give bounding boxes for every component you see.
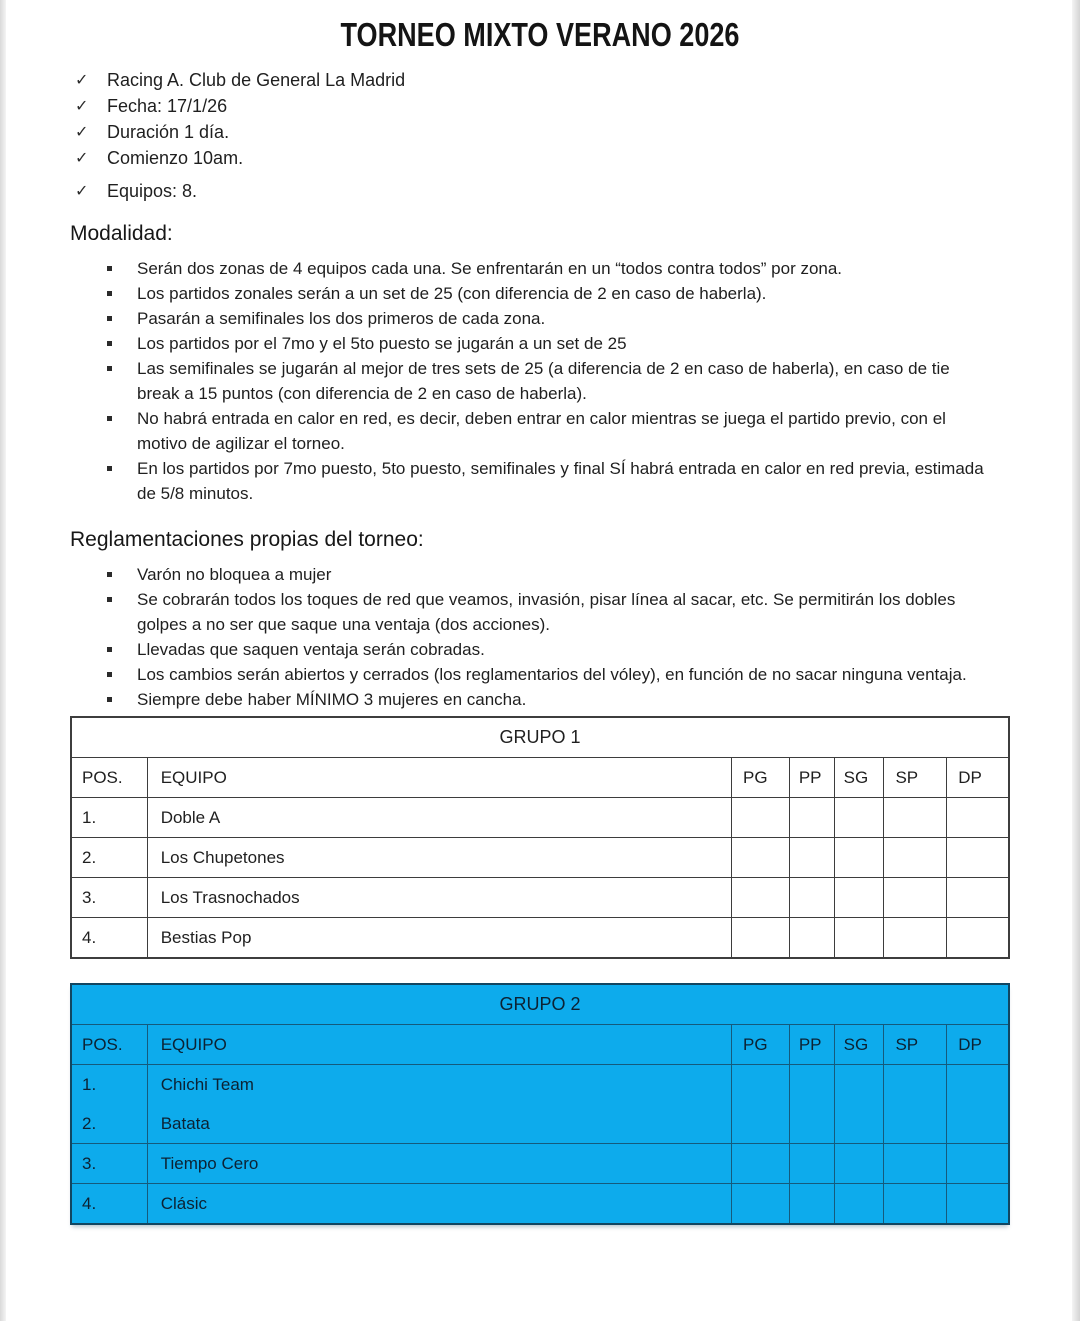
dp-cell [946,1065,1008,1104]
team-cell: Los Trasnochados [147,878,731,917]
sp-cell [883,798,946,837]
dp-cell [946,1104,1008,1143]
photo-edge-left [0,0,6,1321]
column-header: PP [789,1025,834,1064]
page-title: TORNEO MIXTO VERANO 2026 [340,16,740,53]
sg-cell [834,1144,884,1183]
bullet-text: Serán dos zonas de 4 equipos cada una. Se enfrentarán en un “todos contra todos” por zona. [137,259,843,278]
column-header: SP [883,1025,946,1064]
pp-cell [789,1144,834,1183]
column-header: EQUIPO [147,758,731,797]
check-icon: ✓ [75,72,89,89]
sg-cell [834,878,884,917]
bullet-text: En los partidos por 7mo puesto, 5to puesto, semifinales y final SÍ habrá entrada en calor en red previa, estimada de 5/8 minutos. [137,459,984,503]
pp-cell [789,798,834,837]
pp-cell [789,878,834,917]
sp-cell [883,1065,946,1104]
bullet-text: Las semifinales se jugarán al mejor de tres sets de 25 (a diferencia de 2 en caso de haberla), en caso de tie break a 15 puntos (con diferencia de 2 en caso de haberla). [137,359,950,403]
column-header: PP [789,758,834,797]
info-item-text: Fecha: 17/1/26 [107,96,228,116]
pos-cell: 4. [82,927,97,947]
check-icon: ✓ [75,150,89,167]
pp-cell [789,1065,834,1104]
dp-cell [946,838,1008,877]
column-header: SP [883,758,946,797]
bullet-text: Se cobrarán todos los toques de red que veamos, invasión, pisar línea al sacar, etc. Se permitirán los dobles golpes a no ser que saque una ventaja (dos acciones). [137,590,956,634]
list-item [70,637,1010,662]
bullet-text: Siempre debe haber MÍNIMO 3 mujeres en cancha. [137,690,527,709]
table-header-row [72,758,1008,798]
pg-cell [731,1144,789,1183]
table-row [72,1184,1008,1223]
team-cell: Tiempo Cero [147,1144,731,1183]
column-header: POS. [82,767,123,787]
sp-cell [883,838,946,877]
photo-edge-right [1072,0,1080,1321]
grupo1-table [70,716,1010,959]
pos-cell: 2. [82,847,97,867]
sg-cell [834,1184,884,1223]
info-item-text: Racing A. Club de General La Madrid [107,70,406,90]
info-item-text: Comienzo 10am. [107,148,244,168]
list-item [70,331,1010,356]
pos-cell: 3. [82,887,97,907]
list-item [70,406,1010,456]
dp-cell [946,1184,1008,1223]
table-row [72,1104,1008,1144]
sp-cell [883,1144,946,1183]
info-item [70,96,1010,117]
pg-cell [731,838,789,877]
check-icon: ✓ [75,183,89,200]
pos-cell: 1. [82,807,97,827]
pg-cell [731,1104,789,1143]
table-row [72,798,1008,838]
pp-cell [789,1184,834,1223]
pg-cell [731,878,789,917]
bullet-icon [107,572,112,577]
column-header: EQUIPO [147,1025,731,1064]
team-cell: Chichi Team [147,1065,731,1104]
pos-cell: 4. [82,1193,97,1213]
dp-cell [946,1144,1008,1183]
sp-cell [883,1184,946,1223]
section-heading-modalidad: Modalidad: [70,222,173,245]
bullet-text: No habrá entrada en calor en red, es decir, deben entrar en calor mientras se juega el partido previo, con el motivo de agilizar el torneo. [137,409,946,453]
bullet-icon [107,466,112,471]
column-header: PG [731,758,789,797]
bullet-text: Pasarán a semifinales los dos primeros de cada zona. [137,309,546,328]
bullet-icon [107,697,112,702]
table-header-row [72,1025,1008,1065]
pg-cell [731,1184,789,1223]
list-item [70,306,1010,331]
bullet-text: Los partidos por el 7mo y el 5to puesto se jugarán a un set de 25 [137,334,627,353]
column-header: DP [946,1025,1008,1064]
info-item [70,122,1010,143]
pos-cell: 2. [82,1113,97,1133]
info-item-text: Duración 1 día. [107,122,230,142]
list-item [70,587,1010,637]
team-cell: Bestias Pop [147,918,731,957]
team-cell: Doble A [147,798,731,837]
dp-cell [946,878,1008,917]
pp-cell [789,1104,834,1143]
check-icon: ✓ [75,124,89,141]
bullet-text: Los partidos zonales serán a un set de 25 (con diferencia de 2 en caso de haberla). [137,284,767,303]
bullet-icon [107,366,112,371]
sg-cell [834,918,884,957]
table-row [72,838,1008,878]
bullet-icon [107,597,112,602]
table-row [72,878,1008,918]
table-row [72,1144,1008,1184]
list-item [70,281,1010,306]
section-heading-reglamentaciones: Reglamentaciones propias del torneo: [70,528,424,551]
bullet-text: Los cambios serán abiertos y cerrados (los reglamentarios del vóley), en función de no sacar ninguna ventaja. [137,665,967,684]
bullet-icon [107,416,112,421]
bullet-icon [107,341,112,346]
grupo2-table [70,983,1010,1225]
pos-cell: 3. [82,1153,97,1173]
list-item [70,562,1010,587]
bullet-icon [107,291,112,296]
info-item-text: Equipos: 8. [107,181,198,201]
bullet-icon [107,266,112,271]
info-item [70,70,1010,91]
info-item [70,181,1010,202]
bullet-text: Varón no bloquea a mujer [137,565,332,584]
team-cell: Clásic [147,1184,731,1223]
pp-cell [789,838,834,877]
dp-cell [946,798,1008,837]
table-title: GRUPO 2 [72,985,1008,1025]
reglamentaciones-list [70,562,1010,712]
pg-cell [731,798,789,837]
list-item [70,256,1010,281]
bullet-text: Llevadas que saquen ventaja serán cobradas. [137,640,485,659]
list-item [70,456,1010,506]
table-row [72,918,1008,957]
bullet-icon [107,647,112,652]
table-title: GRUPO 1 [72,718,1008,758]
pg-cell [731,918,789,957]
sg-cell [834,798,884,837]
sp-cell [883,1104,946,1143]
column-header: DP [946,758,1008,797]
pg-cell [731,1065,789,1104]
column-header: PG [731,1025,789,1064]
team-cell: Batata [147,1104,731,1143]
list-item [70,687,1010,712]
modalidad-list [70,256,1010,506]
sp-cell [883,918,946,957]
check-icon: ✓ [75,98,89,115]
team-cell: Los Chupetones [147,838,731,877]
column-header: POS. [82,1034,123,1054]
bullet-icon [107,316,112,321]
sg-cell [834,838,884,877]
list-item [70,356,1010,406]
column-header: SG [834,1025,884,1064]
bullet-icon [107,672,112,677]
list-item [70,662,1010,687]
tournament-info-list [70,70,1010,202]
sp-cell [883,878,946,917]
table-row [72,1065,1008,1104]
pos-cell: 1. [82,1074,97,1094]
pp-cell [789,918,834,957]
dp-cell [946,918,1008,957]
sg-cell [834,1104,884,1143]
info-item [70,148,1010,169]
sg-cell [834,1065,884,1104]
column-header: SG [834,758,884,797]
